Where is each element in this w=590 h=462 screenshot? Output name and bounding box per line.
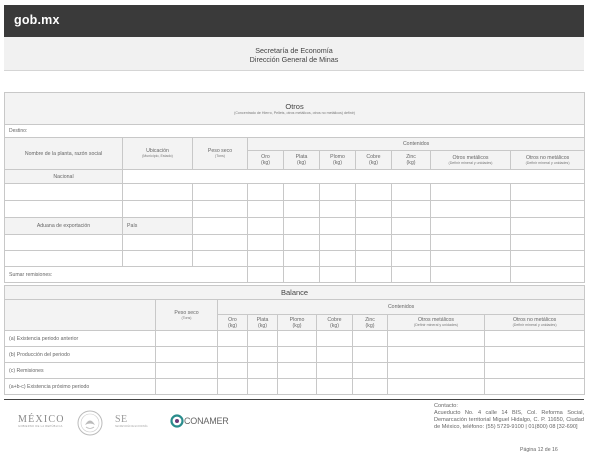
- col-ubicacion-sub: (Municipio, Estado): [142, 154, 173, 159]
- balance-col-peso: Peso seco (Tons): [156, 300, 218, 331]
- balance-col-otros-no-metalicos: Otros no metálicos (Definir mineral y unidades): [485, 315, 585, 331]
- balance-col-contenidos: Contenidos: [218, 300, 585, 315]
- table-row: [5, 184, 585, 201]
- gobmx-logo: gob.mx: [14, 13, 60, 27]
- contact-body: Acueducto No. 4 calle 14 BIS, Col. Reforma Social, Demarcación territorial Miguel Hidalgo, C. P. 11650, Ciudad de México, teléfono: (55) 5729-9100 | 01(800) 08 [32-690]: [434, 409, 584, 430]
- col-nombre: Nombre de la planta, razón social: [5, 138, 123, 170]
- table-row: [5, 251, 585, 267]
- row-produccion: (b) Producción del periodo: [5, 347, 156, 363]
- balance-col-plata: Plata (kg): [248, 315, 278, 331]
- col-contenidos: Contenidos: [248, 138, 585, 151]
- footer-divider: [4, 399, 584, 400]
- department-name: Dirección General de Minas: [249, 55, 339, 64]
- balance-col-otros-metalicos: Otros metálicos (Definir mineral y unidades): [388, 315, 485, 331]
- row-existencia-anterior: (a) Existencia periodo anterior: [5, 331, 156, 347]
- mexico-logo: MÉXICO GOBIERNO DE LA REPÚBLICA: [18, 414, 65, 428]
- contact-block: [434, 403, 584, 431]
- destino-label: Destino:: [5, 125, 585, 138]
- conamer-icon: [170, 414, 184, 428]
- col-plata: Plata (kg): [284, 151, 320, 170]
- col-otros-no-metalicos: Otros no metálicos (Definir mineral y unidades): [511, 151, 585, 170]
- col-cobre: Cobre (kg): [356, 151, 392, 170]
- otros-title-cell: [5, 93, 585, 125]
- pais-label: País: [123, 218, 193, 235]
- nacional-fill: [123, 170, 585, 184]
- table-row: [5, 347, 585, 363]
- aduana-label: Aduana de exportación: [5, 218, 123, 235]
- balance-col-cobre: Cobre (kg): [317, 315, 353, 331]
- table-row: [5, 331, 585, 347]
- table-row: [5, 201, 585, 218]
- balance-blank-header: [5, 300, 156, 331]
- balance-col-plomo: Plomo (kg): [278, 315, 317, 331]
- document-header: [4, 37, 584, 71]
- ministry-name: Secretaría de Economía: [255, 46, 333, 55]
- otros-subtitle: (Concentrado de Hierro, Pellets, otros metálicos, otros no metálicos) definir): [234, 110, 355, 115]
- sumar-remisiones: Sumar remisiones:: [5, 267, 248, 283]
- table-row: [5, 363, 585, 379]
- page-number: Página 12 de 16: [520, 447, 558, 453]
- col-peso-label: Peso seco: [207, 148, 233, 155]
- nacional-label: Nacional: [5, 170, 123, 184]
- col-peso-sub: (Tons): [215, 154, 225, 159]
- col-peso: [193, 138, 248, 170]
- se-logo: SE SECRETARÍA DE ECONOMÍA: [115, 414, 148, 428]
- balance-col-zinc: Zinc (kg): [353, 315, 388, 331]
- table-row: [5, 379, 585, 395]
- row-existencia-proximo: (a+b-c) Existencia próximo periodo: [5, 379, 156, 395]
- otros-table: [4, 92, 585, 283]
- col-ubicacion: [123, 138, 193, 170]
- row-remisiones: (c) Remisiones: [5, 363, 156, 379]
- col-ubicacion-label: Ubicación: [146, 148, 169, 155]
- balance-table: [4, 285, 585, 395]
- contact-label: Contacto:: [434, 403, 458, 409]
- otros-title: Otros: [285, 101, 304, 111]
- col-zinc: Zinc (kg): [392, 151, 431, 170]
- col-plomo: Plomo (kg): [320, 151, 356, 170]
- col-otros-metalicos: Otros metálicos (Definir mineral y unidades): [431, 151, 511, 170]
- table-row: [5, 235, 585, 251]
- coat-of-arms-icon: [77, 410, 103, 436]
- top-bar: [4, 5, 584, 37]
- balance-col-oro: Oro (kg): [218, 315, 248, 331]
- col-oro: Oro (kg): [248, 151, 284, 170]
- balance-title-cell: [5, 286, 585, 300]
- balance-title: Balance: [281, 288, 309, 297]
